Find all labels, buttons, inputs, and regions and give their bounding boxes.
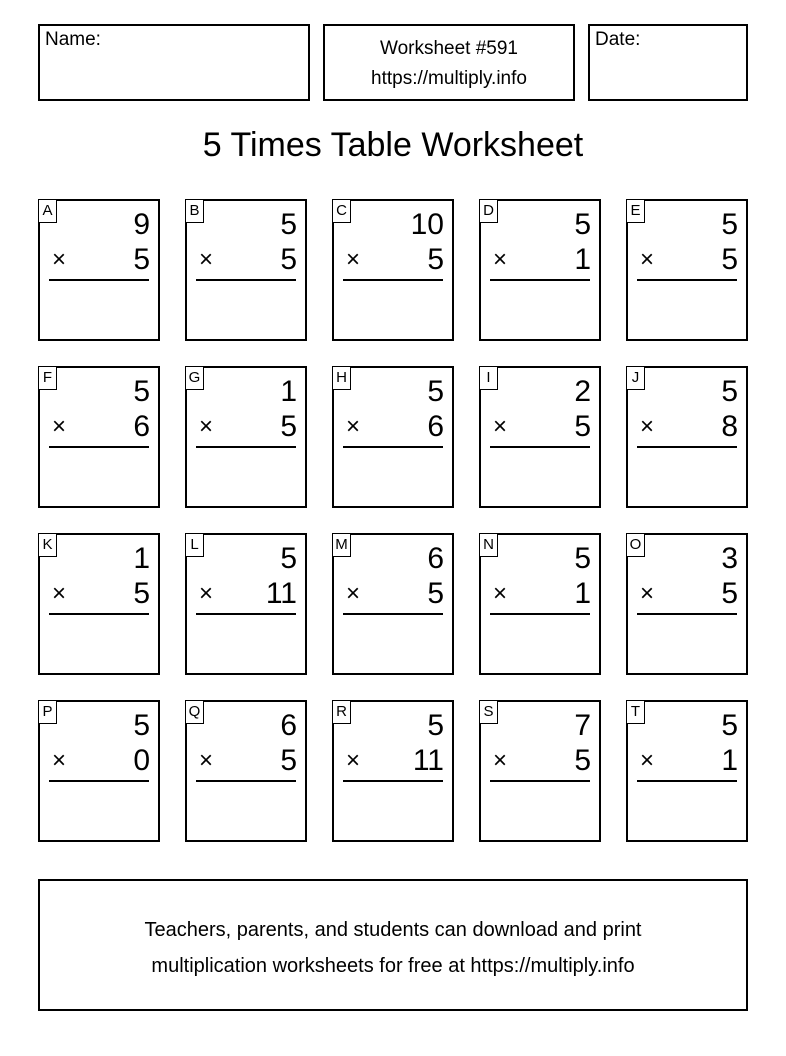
problem-letter: P (38, 700, 57, 724)
problem-card[interactable] (185, 700, 307, 842)
answer-line (637, 279, 737, 281)
problem-top-number: 1 (133, 542, 150, 575)
worksheet-number: Worksheet #591 (379, 38, 518, 59)
problem-bottom-number: 8 (721, 410, 738, 443)
problem-top-number: 7 (574, 709, 591, 742)
multiply-sign: × (52, 246, 67, 273)
problem-card[interactable] (332, 366, 454, 508)
problem-letter: O (626, 533, 645, 557)
problem-bottom-number: 5 (574, 744, 591, 777)
problem-top-number: 5 (133, 709, 150, 742)
problem-top-number: 5 (427, 375, 444, 408)
problem-top-number: 5 (574, 542, 591, 575)
problem-card[interactable] (38, 533, 160, 675)
multiply-sign: × (640, 747, 655, 774)
problem-card[interactable] (185, 533, 307, 675)
multiply-sign: × (346, 413, 361, 440)
problem-card[interactable] (185, 199, 307, 341)
problem-letter: M (332, 533, 351, 557)
answer-line (490, 780, 590, 782)
multiply-sign: × (640, 246, 655, 273)
problem-bottom-number: 1 (574, 243, 591, 276)
answer-line (49, 780, 149, 782)
answer-line (343, 446, 443, 448)
problem-top-number: 5 (721, 208, 738, 241)
problem-top-number: 5 (133, 375, 150, 408)
problem-letter: K (38, 533, 57, 557)
problem-card[interactable] (185, 366, 307, 508)
problem-bottom-number: 11 (265, 577, 297, 610)
answer-line (49, 279, 149, 281)
problem-bottom-number: 5 (280, 744, 297, 777)
problem-bottom-number: 6 (133, 410, 150, 443)
multiply-sign: × (52, 580, 67, 607)
problem-bottom-number: 5 (280, 410, 297, 443)
date-field-box[interactable] (588, 24, 748, 101)
problem-card[interactable] (38, 700, 160, 842)
problem-letter: A (38, 199, 57, 223)
problem-card[interactable] (626, 533, 748, 675)
multiply-sign: × (199, 413, 214, 440)
answer-line (343, 780, 443, 782)
name-field-box[interactable] (38, 24, 310, 101)
problem-letter: R (332, 700, 351, 724)
problem-bottom-number: 5 (574, 410, 591, 443)
problem-top-number: 9 (133, 208, 150, 241)
multiply-sign: × (346, 246, 361, 273)
footer-box (38, 879, 748, 1011)
problem-top-number: 10 (410, 208, 444, 241)
problem-card[interactable] (479, 700, 601, 842)
multiply-sign: × (493, 246, 508, 273)
answer-line (637, 780, 737, 782)
answer-line (49, 446, 149, 448)
multiply-sign: × (493, 747, 508, 774)
problem-letter: E (626, 199, 645, 223)
multiply-sign: × (52, 747, 67, 774)
problem-top-number: 5 (721, 375, 738, 408)
problem-bottom-number: 1 (574, 577, 591, 610)
page-title: 5 Times Table Worksheet (202, 126, 584, 164)
multiply-sign: × (199, 747, 214, 774)
problem-card[interactable] (332, 199, 454, 341)
multiply-sign: × (346, 580, 361, 607)
problem-bottom-number: 5 (280, 243, 297, 276)
problem-bottom-number: 5 (133, 577, 150, 610)
problem-card[interactable] (479, 199, 601, 341)
answer-line (490, 279, 590, 281)
answer-line (490, 446, 590, 448)
problem-top-number: 2 (574, 375, 591, 408)
problem-top-number: 3 (721, 542, 738, 575)
problem-card[interactable] (626, 700, 748, 842)
answer-line (49, 613, 149, 615)
problem-card[interactable] (38, 199, 160, 341)
multiply-sign: × (493, 413, 508, 440)
problem-letter: G (185, 366, 204, 390)
multiply-sign: × (52, 413, 67, 440)
problem-card[interactable] (626, 199, 748, 341)
footer-line-2: multiplication worksheets for free at https://multiply.info (151, 955, 635, 977)
problem-letter: Q (185, 700, 204, 724)
problem-card[interactable] (479, 366, 601, 508)
problem-bottom-number: 5 (427, 243, 444, 276)
problem-bottom-number: 5 (721, 577, 738, 610)
problem-letter: B (185, 199, 204, 223)
problem-top-number: 5 (574, 208, 591, 241)
problem-bottom-number: 1 (721, 744, 738, 777)
problem-letter: S (479, 700, 498, 724)
problem-letter: J (626, 366, 645, 390)
problem-letter: F (38, 366, 57, 390)
multiply-sign: × (640, 580, 655, 607)
problem-letter: L (185, 533, 204, 557)
problem-card[interactable] (626, 366, 748, 508)
answer-line (196, 446, 296, 448)
answer-line (343, 279, 443, 281)
problem-top-number: 6 (280, 709, 297, 742)
problem-card[interactable] (332, 533, 454, 675)
answer-line (343, 613, 443, 615)
problem-bottom-number: 5 (133, 243, 150, 276)
problem-bottom-number: 5 (427, 577, 444, 610)
problem-top-number: 5 (280, 542, 297, 575)
answer-line (196, 780, 296, 782)
answer-line (196, 279, 296, 281)
problem-letter: T (626, 700, 645, 724)
multiply-sign: × (493, 580, 508, 607)
answer-line (637, 446, 737, 448)
problem-top-number: 5 (427, 709, 444, 742)
problem-top-number: 1 (280, 375, 297, 408)
answer-line (637, 613, 737, 615)
problem-card[interactable] (479, 533, 601, 675)
date-label: Date: (595, 29, 641, 50)
problem-letter: N (479, 533, 498, 557)
answer-line (490, 613, 590, 615)
problem-letter: D (479, 199, 498, 223)
problem-letter: C (332, 199, 351, 223)
problem-bottom-number: 6 (427, 410, 444, 443)
multiply-sign: × (199, 580, 214, 607)
answer-line (196, 613, 296, 615)
worksheet-url[interactable]: https://multiply.info (371, 68, 527, 89)
name-label: Name: (45, 29, 101, 50)
problem-card[interactable] (38, 366, 160, 508)
multiply-sign: × (346, 747, 361, 774)
worksheet-info-box (323, 24, 575, 101)
problem-letter: I (479, 366, 498, 390)
problem-bottom-number: 0 (133, 744, 150, 777)
problem-card[interactable] (332, 700, 454, 842)
footer-line-1: Teachers, parents, and students can download and print (144, 919, 642, 941)
multiply-sign: × (199, 246, 214, 273)
problem-letter: H (332, 366, 351, 390)
problem-bottom-number: 11 (412, 744, 444, 777)
multiply-sign: × (640, 413, 655, 440)
problem-top-number: 6 (427, 542, 444, 575)
problem-top-number: 5 (721, 709, 738, 742)
problem-top-number: 5 (280, 208, 297, 241)
problem-bottom-number: 5 (721, 243, 738, 276)
